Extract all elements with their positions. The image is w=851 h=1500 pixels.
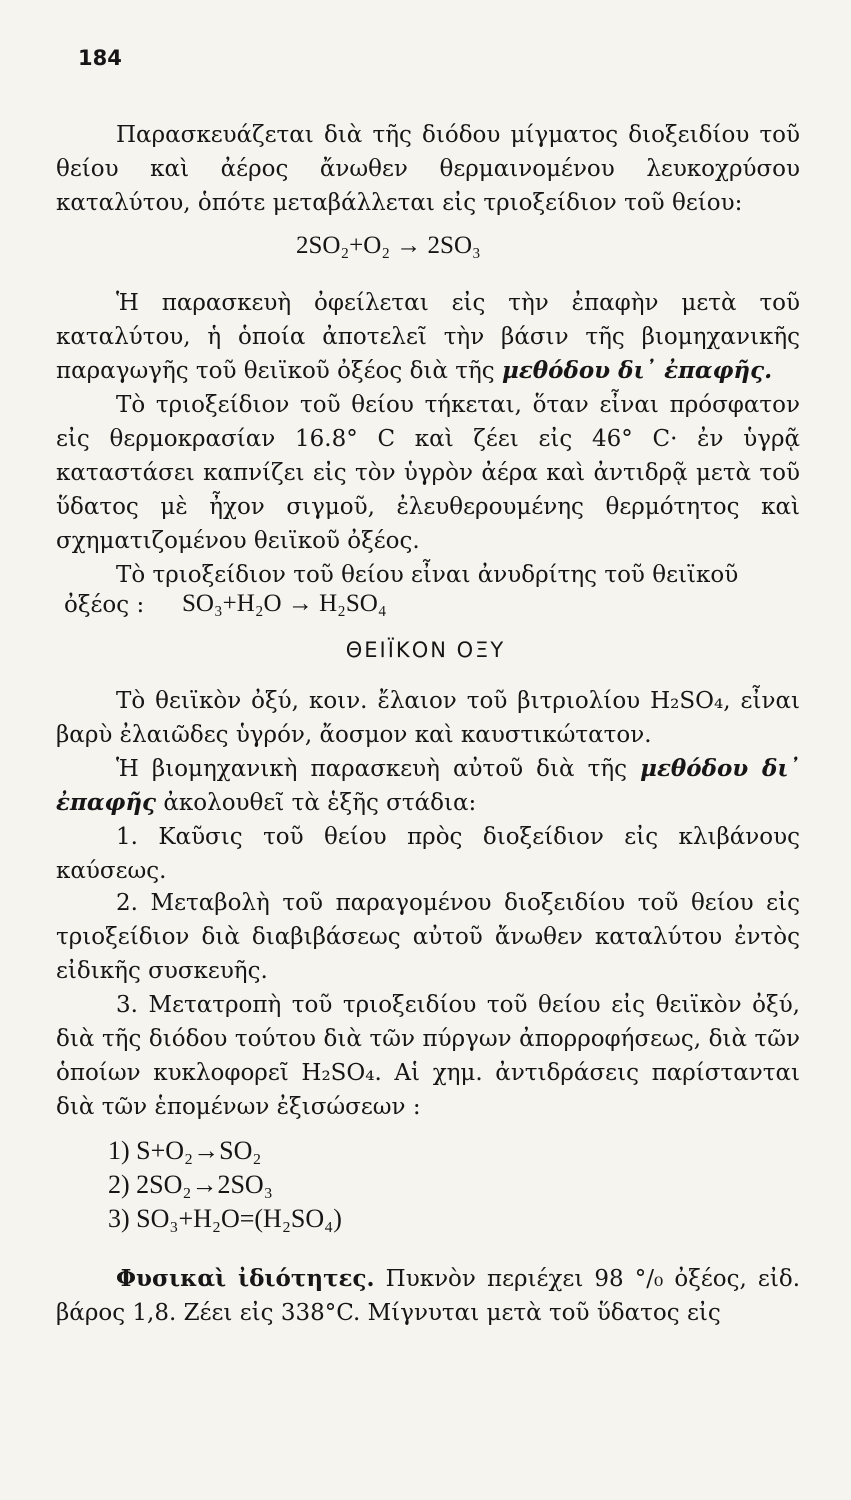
paragraph-contact [56, 286, 800, 388]
paragraph-anhydride [56, 558, 800, 592]
term-physical-properties: Φυσικαὶ ἰδιότητες. [116, 1265, 375, 1292]
paragraph-text: Τὸ θειϊκὸν ὀξύ, κοιν. ἔλαιον τοῦ βιτριολίου H₂SO₄, εἶναι βαρὺ ἐλαιῶδες ὑγρόν, ἄοσμον καὶ καυστικώτατον. [56, 688, 800, 748]
reaction-1: 1) S+O₂→SO₂ [108, 1136, 262, 1165]
paragraph-text: Παρασκευάζεται διὰ τῆς διόδου μίγματος διοξειδίου τοῦ θείου καὶ ἀέρος ἄνωθεν θερμαινομένου λευκοχρύσου καταλύτου, ὁπότε μεταβάλλεται εἰς τριοξείδιον τοῦ θείου: [56, 122, 800, 216]
paragraph-text: ἀκολουθεῖ τὰ ἑξῆς στάδια: [163, 790, 477, 816]
reaction-2: 2) 2SO₂→2SO₃ [108, 1170, 273, 1199]
label-acid: ὀξέος : [64, 592, 145, 618]
equation-sulfuric-acid: SO₃+H₂O → H₂SO₄ [182, 590, 387, 617]
step-1 [56, 820, 800, 888]
step-2 [56, 886, 800, 988]
paragraph-text: Πυκνὸν περιέχει 98 °/₀ ὀξέος, εἰδ. βάρος 1,8. Ζέει εἰς 338°C. Μίγνυται μετὰ τοῦ ὕδατος εἰς [56, 1266, 801, 1326]
step-text: 2. Μεταβολὴ τοῦ παραγομένου διοξειδίου τοῦ θείου εἰς τριοξείδιον διὰ διαβιβάσεως αὐτοῦ ἄνωθεν καταλύτου ἐντὸς εἰδικῆς συσκευῆς. [56, 890, 800, 984]
paragraph-text: Τὸ τριοξείδιον τοῦ θείου τήκεται, ὅταν εἶναι πρόσφατον εἰς θερμοκρασίαν 16.8° C καὶ ζέει εἰς 46° C· ἐν ὑγρᾷ καταστάσει καπνίζει εἰς τὸν ὑγρὸν ἀέρα καὶ ἀντιδρᾷ μετὰ τοῦ ὕδατος μὲ ἦχον σιγμοῦ, ἐλευθερουμένης θερμότητος καὶ σχηματιζομένου θειϊκοῦ ὀξέος. [56, 392, 800, 554]
paragraph-sulfuric-acid [56, 684, 800, 752]
paragraph-properties-trioxide [56, 388, 800, 558]
reaction-3: 3) SO₃+H₂O=(H₂SO₄) [108, 1204, 342, 1233]
paragraph-text: Ἡ βιομηχανικὴ παρασκευὴ αὐτοῦ διὰ τῆς [116, 756, 628, 782]
paragraph-text: Τὸ τριοξείδιον τοῦ θείου εἶναι ἀνυδρίτης τοῦ θειϊκοῦ [116, 562, 739, 588]
emphasis-contact-method: μεθόδου δι᾽ ἐπαφῆς [56, 755, 800, 816]
emphasis-contact-method: μεθόδου δι᾽ ἐπαφῆς. [501, 357, 773, 384]
step-text: 1. Καῦσις τοῦ θείου πρὸς διοξείδιον εἰς κλιβάνους καύσεως. [56, 824, 800, 884]
page-number: 184 [78, 46, 122, 70]
paragraph-physical-properties [56, 1262, 800, 1330]
equation-sulfur-trioxide: 2SO₂+O₂ → 2SO₃ [296, 232, 481, 259]
section-heading: ΘΕΙΪΚΟΝ ΟΞΥ [345, 638, 506, 662]
paragraph-preparation [56, 118, 800, 220]
step-text: 3. Μετατροπὴ τοῦ τριοξειδίου τοῦ θείου εἰς θειϊκὸν ὀξύ, διὰ τῆς διόδου τούτου διὰ τῶν πύργων ἀπορροφήσεως, διὰ τῶν ὁποίων κυκλοφορεῖ H₂SO₄. Αἱ χημ. ἀντιδράσεις παρίστανται διὰ τῶν ἑπομένων ἐξισώσεων : [56, 992, 800, 1120]
paragraph-industrial [56, 752, 800, 820]
paragraph-text: Ἡ παρασκευὴ ὀφείλεται εἰς τὴν ἐπαφὴν μετὰ τοῦ καταλύτου, ἡ ὁποία ἀποτελεῖ τὴν βάσιν τῆς βιομηχανικῆς παραγωγῆς τοῦ θειϊκοῦ ὀξέος διὰ τῆς [56, 290, 800, 384]
step-3 [56, 988, 800, 1124]
